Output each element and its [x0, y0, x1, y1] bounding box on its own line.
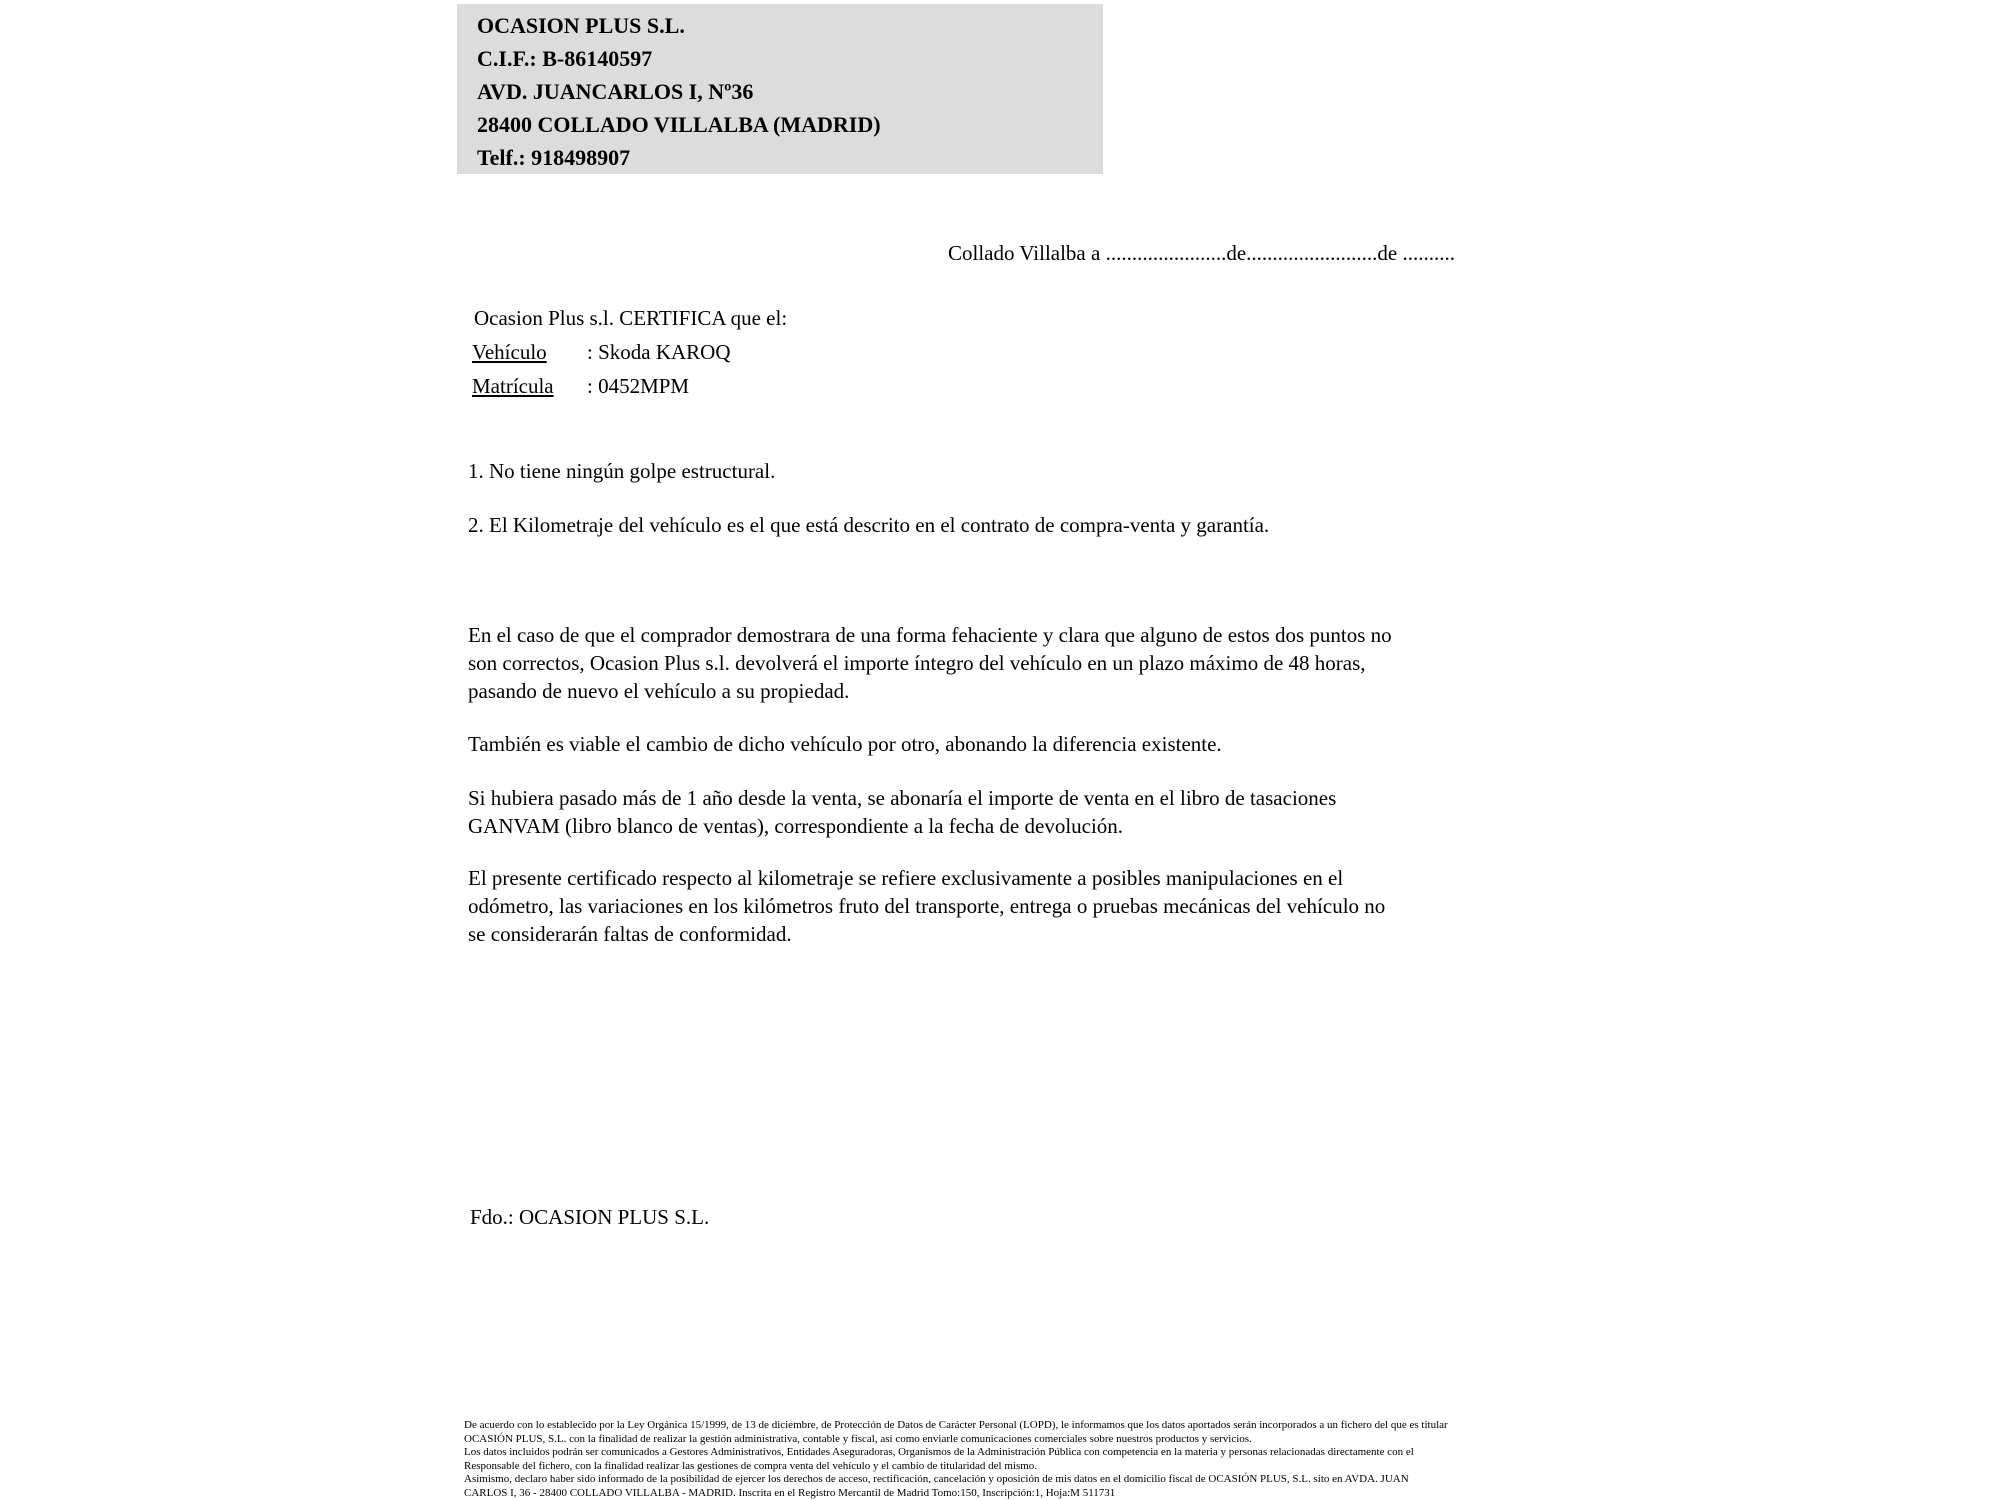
paragraph-refund [468, 621, 1392, 705]
legal-line-3: Los datos incluidos podrán ser comunicados a Gestores Administrativos, Entidades Aseguradoras, Organismos de la Administración Pública con competencia en la materia y personas relacionadas directamente con el [464, 1446, 1414, 1458]
plate-row [472, 374, 689, 399]
legal-line-5: Asimismo, declaro haber sido informado de la posibilidad de ejercer los derechos de acceso, rectificación, cancelación y oposición de mis datos en el domicilio fiscal de OCASIÓN PLUS, S.L. sito en AVDA. JUAN [464, 1473, 1409, 1485]
paragraph-ganvam-line-1: Si hubiera pasado más de 1 año desde la venta, se abonaría el importe de venta en el libro de tasaciones [468, 786, 1337, 810]
certify-intro: Ocasion Plus s.l. CERTIFICA que el: [474, 306, 788, 330]
legal-notice [464, 1419, 1448, 1500]
company-address: AVD. JUANCARLOS I, Nº36 [477, 79, 754, 104]
company-city: 28400 COLLADO VILLALBA (MADRID) [477, 112, 881, 137]
date-place-line: Collado Villalba a .......................de.........................de .......... [948, 241, 1455, 265]
paragraph-exchange-line-1: También es viable el cambio de dicho vehículo por otro, abonando la diferencia existente. [468, 732, 1222, 756]
legal-line-4: Responsable del fichero, con la finalidad realizar las gestiones de compra venta del vehículo y el cambio de titularidad del mismo. [464, 1459, 1038, 1472]
paragraph-refund-line-2: son correctos, Ocasion Plus s.l. devolverá el importe íntegro del vehículo en un plazo máximo de 48 horas, [468, 651, 1366, 675]
legal-line-6: CARLOS I, 36 - 28400 COLLADO VILLALBA - MADRID. Inscrita en el Registro Mercantil de Madrid Tomo:150, Inscripción:1, Hoja:M 511731 [464, 1486, 1116, 1499]
paragraph-odometer-line-1: El presente certificado respecto al kilometraje se refiere exclusivamente a posibles manipulaciones en el [468, 866, 1344, 890]
paragraph-refund-line-3: pasando de nuevo el vehículo a su propiedad. [468, 679, 850, 703]
paragraph-exchange [468, 730, 1222, 758]
paragraph-odometer [468, 864, 1385, 948]
company-info-block [457, 4, 1103, 174]
paragraph-odometer-line-3: se considerarán faltas de conformidad. [468, 922, 792, 946]
paragraph-odometer-line-2: odómetro, las variaciones en los kilómetros fruto del transporte, entrega o pruebas mecánicas del vehículo no [468, 894, 1386, 918]
vehicle-value: : Skoda KAROQ [587, 340, 731, 364]
certified-point-2: 2. El Kilometraje del vehículo es el que está descrito en el contrato de compra-venta y garantía. [468, 513, 1270, 537]
vehicle-row [472, 340, 731, 365]
company-cif: C.I.F.: B-86140597 [477, 46, 653, 71]
vehicle-label-cell [472, 340, 587, 365]
legal-line-2: OCASIÓN PLUS, S.L. con la finalidad de realizar la gestión administrativa, contable y fiscal, así como enviarle comunicaciones comerciales sobre nuestros productos y servicios. [464, 1432, 1252, 1445]
paragraph-refund-line-1: En el caso de que el comprador demostrara de una forma fehaciente y clara que alguno de estos dos puntos no [468, 623, 1392, 647]
paragraph-ganvam-line-2: GANVAM (libro blanco de ventas), correspondiente a la fecha de devolución. [468, 814, 1124, 838]
plate-label-cell [472, 374, 587, 399]
plate-label: Matrícula [472, 374, 554, 398]
signature-line: Fdo.: OCASION PLUS S.L. [470, 1205, 710, 1229]
plate-value: : 0452MPM [587, 374, 690, 398]
paragraph-ganvam [468, 784, 1336, 840]
certified-point-1: 1. No tiene ningún golpe estructural. [468, 459, 776, 483]
vehicle-label: Vehículo [472, 340, 547, 364]
legal-line-1: De acuerdo con lo establecido por la Ley Orgánica 15/1999, de 13 de diciembre, de Protección de Datos de Carácter Personal (LOPD), le informamos que los datos aportados serán incorporados a un fichero del que es titular [464, 1419, 1448, 1431]
company-name: OCASION PLUS S.L. [477, 13, 685, 38]
company-phone: Telf.: 918498907 [477, 145, 631, 170]
